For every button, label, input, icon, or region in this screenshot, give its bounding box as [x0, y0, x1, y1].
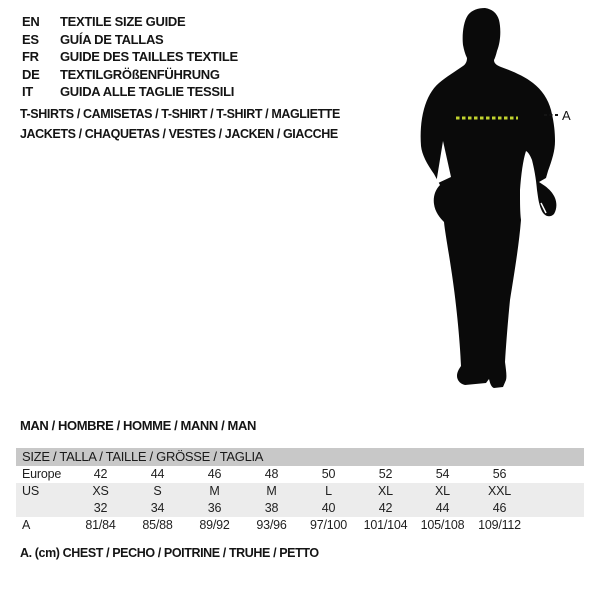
size-cell: 36	[207, 501, 222, 515]
size-cell: 56	[492, 467, 507, 481]
row-filler	[528, 466, 584, 483]
measure-label-a: A	[562, 108, 571, 123]
size-cell: 89/92	[199, 518, 230, 532]
size-cell: 105/108	[420, 518, 465, 532]
size-cell: 46	[492, 501, 507, 515]
row-label: US	[22, 484, 39, 498]
size-cell: 44	[435, 501, 450, 515]
language-code: EN	[22, 14, 40, 29]
size-cell: 38	[264, 501, 279, 515]
language-label: TEXTILE SIZE GUIDE	[60, 14, 186, 29]
man-silhouette-path	[421, 8, 557, 388]
size-cell: 109/112	[478, 518, 521, 532]
size-cell: XL	[435, 484, 450, 498]
table-row-europe	[16, 466, 584, 483]
language-code: FR	[22, 49, 39, 64]
chest-footnote: A. (cm) CHEST / PECHO / POITRINE / TRUHE / PETTO	[20, 546, 319, 560]
language-row-en	[22, 13, 238, 31]
size-table	[16, 448, 584, 534]
language-row-fr	[22, 48, 238, 66]
row-filler	[528, 483, 584, 500]
category-line-tshirts: T-SHIRTS / CAMISETAS / T-SHIRT / T-SHIRT / MAGLIETTE	[20, 107, 340, 121]
size-cell: 54	[435, 467, 450, 481]
language-label: GUIDA ALLE TAGLIE TESSILI	[60, 84, 235, 99]
size-cell: 50	[321, 467, 336, 481]
man-silhouette-figure	[390, 0, 600, 400]
row-label: A	[22, 518, 31, 532]
size-cell: M	[266, 484, 277, 498]
language-label: TEXTILGRÖßENFÜHRUNG	[60, 66, 220, 82]
table-row-chest-a	[16, 517, 584, 534]
size-cell: 40	[321, 501, 336, 515]
section-title: MAN / HOMBRE / HOMME / MANN / MAN	[20, 418, 256, 433]
size-cell: 48	[264, 467, 279, 481]
size-cell: 42	[378, 501, 393, 515]
man-silhouette-svg	[390, 0, 600, 400]
size-cell: 44	[150, 467, 165, 481]
row-label: Europe	[22, 467, 62, 481]
size-cell: XXL	[487, 484, 512, 498]
language-code: DE	[22, 66, 40, 82]
size-table-header	[16, 448, 584, 466]
size-cell: 97/100	[309, 518, 348, 532]
row-filler	[528, 517, 584, 534]
size-cell: XL	[378, 484, 393, 498]
language-code: IT	[22, 84, 33, 99]
language-label: GUÍA DE TALLAS	[60, 31, 164, 47]
size-cell: 42	[93, 467, 108, 481]
language-label: GUIDE DES TAILLES TEXTILE	[60, 49, 238, 64]
table-row-uk	[16, 500, 584, 517]
size-cell: M	[209, 484, 220, 498]
language-code: ES	[22, 31, 39, 47]
size-cell: 81/84	[85, 518, 116, 532]
size-cell: L	[325, 484, 332, 498]
language-row-de	[22, 66, 238, 84]
category-line-jackets: JACKETS / CHAQUETAS / VESTES / JACKEN / GIACCHE	[20, 126, 338, 141]
size-cell: 52	[378, 467, 393, 481]
language-row-it	[22, 83, 238, 101]
size-cell: 46	[207, 467, 222, 481]
row-label	[16, 500, 72, 517]
size-cell: 34	[150, 501, 165, 515]
table-row-us	[16, 483, 584, 500]
size-cell: 32	[93, 501, 108, 515]
language-list	[22, 13, 238, 101]
size-cell: 101/104	[363, 518, 408, 532]
size-cell: 85/88	[142, 518, 173, 532]
language-row-es	[22, 31, 238, 49]
size-table-header-label: SIZE / TALLA / TAILLE / GRÖSSE / TAGLIA	[22, 449, 264, 464]
size-cell: XS	[92, 484, 109, 498]
garment-categories	[20, 105, 340, 144]
size-cell: S	[153, 484, 162, 498]
row-filler	[528, 500, 584, 517]
size-cell: 93/96	[256, 518, 287, 532]
